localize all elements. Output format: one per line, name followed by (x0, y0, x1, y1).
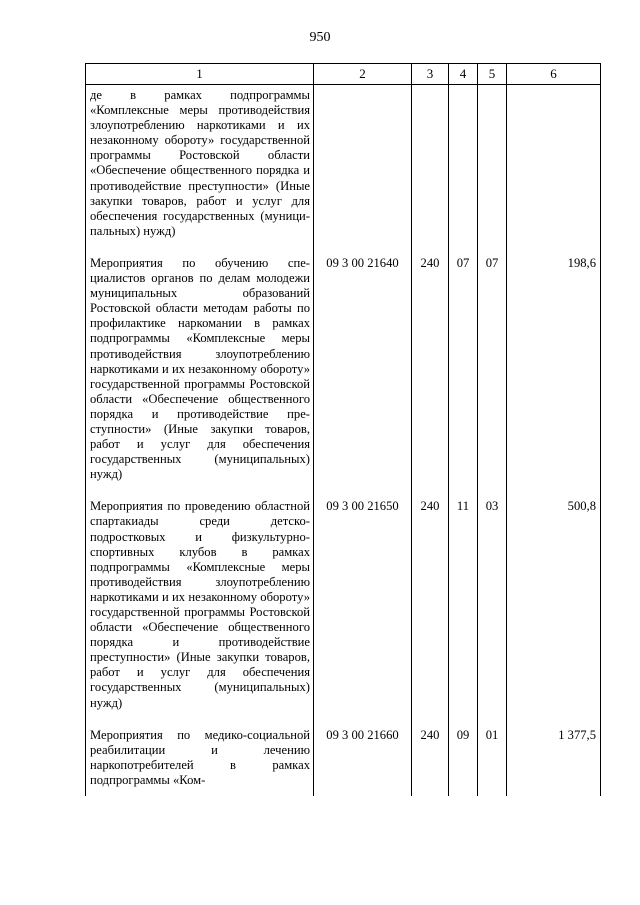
table-header-row (86, 64, 601, 85)
table-row (86, 85, 601, 247)
table-row (86, 490, 601, 718)
row-expense-type: 240 (412, 719, 449, 796)
table-row (86, 247, 601, 490)
header-col-4: 4 (449, 64, 478, 85)
table-row (86, 719, 601, 796)
row-amount: 1 377,5 (507, 719, 601, 796)
row-target-code: 09 3 00 21640 (314, 247, 412, 490)
header-col-1: 1 (86, 64, 314, 85)
row-section: 09 (449, 719, 478, 796)
row-target-code: 09 3 00 21650 (314, 490, 412, 718)
row-target-code: 09 3 00 21660 (314, 719, 412, 796)
budget-table (85, 63, 601, 796)
header-col-2: 2 (314, 64, 412, 85)
header-col-5: 5 (478, 64, 507, 85)
row-subsection: 03 (478, 490, 507, 718)
row-section: 07 (449, 247, 478, 490)
row-subsection (478, 85, 507, 247)
row-subsection: 07 (478, 247, 507, 490)
row-expense-type (412, 85, 449, 247)
header-col-6: 6 (507, 64, 601, 85)
header-col-3: 3 (412, 64, 449, 85)
row-amount (507, 85, 601, 247)
row-target-code (314, 85, 412, 247)
row-section (449, 85, 478, 247)
row-section: 11 (449, 490, 478, 718)
page-number: 950 (309, 30, 331, 45)
row-expense-type: 240 (412, 490, 449, 718)
row-description: Мероприятия по обучению специалистов органов по делам молодежи муниципальных образований Ростовской области методам работы по профилактике наркомании в рамках подпрограммы «Комплексные меры противодействия злоупотреблению наркотиками и их незаконному обороту» государственной программы Ростовской области «Обеспечение общественного порядка и противодействие преступности» (Иные закупки товаров, работ и услуг для обеспечения государственных (муниципальных) нужд) (86, 247, 314, 490)
row-description: де в рамках подпрограммы «Комплексные меры противодействия злоупотреблению наркотиками и их незаконному обороту» государственной программы Ростовской области «Обеспечение общественного порядка и противодействие преступности» (Иные закупки товаров, работ и услуг для обеспечения государственных (муниципальных) нужд) (86, 85, 314, 247)
row-description: Мероприятия по проведению областной спартакиады среди детско-подростковых и физкультурно-спортивных клубов в рамках подпрограммы «Комплексные меры противодействия злоупотреблению наркотиками и их незаконному обороту» государственной программы Ростовской области «Обеспечение общественного порядка и противодействие преступности» (Иные закупки товаров, работ и услуг для обеспечения государственных (муниципальных) нужд) (86, 490, 314, 718)
row-expense-type: 240 (412, 247, 449, 490)
row-description: Мероприятия по медико-социальной реабилитации и лечению наркопотребителей в рамках подпрограммы «Ком- (86, 719, 314, 796)
row-amount: 198,6 (507, 247, 601, 490)
row-amount: 500,8 (507, 490, 601, 718)
row-subsection: 01 (478, 719, 507, 796)
